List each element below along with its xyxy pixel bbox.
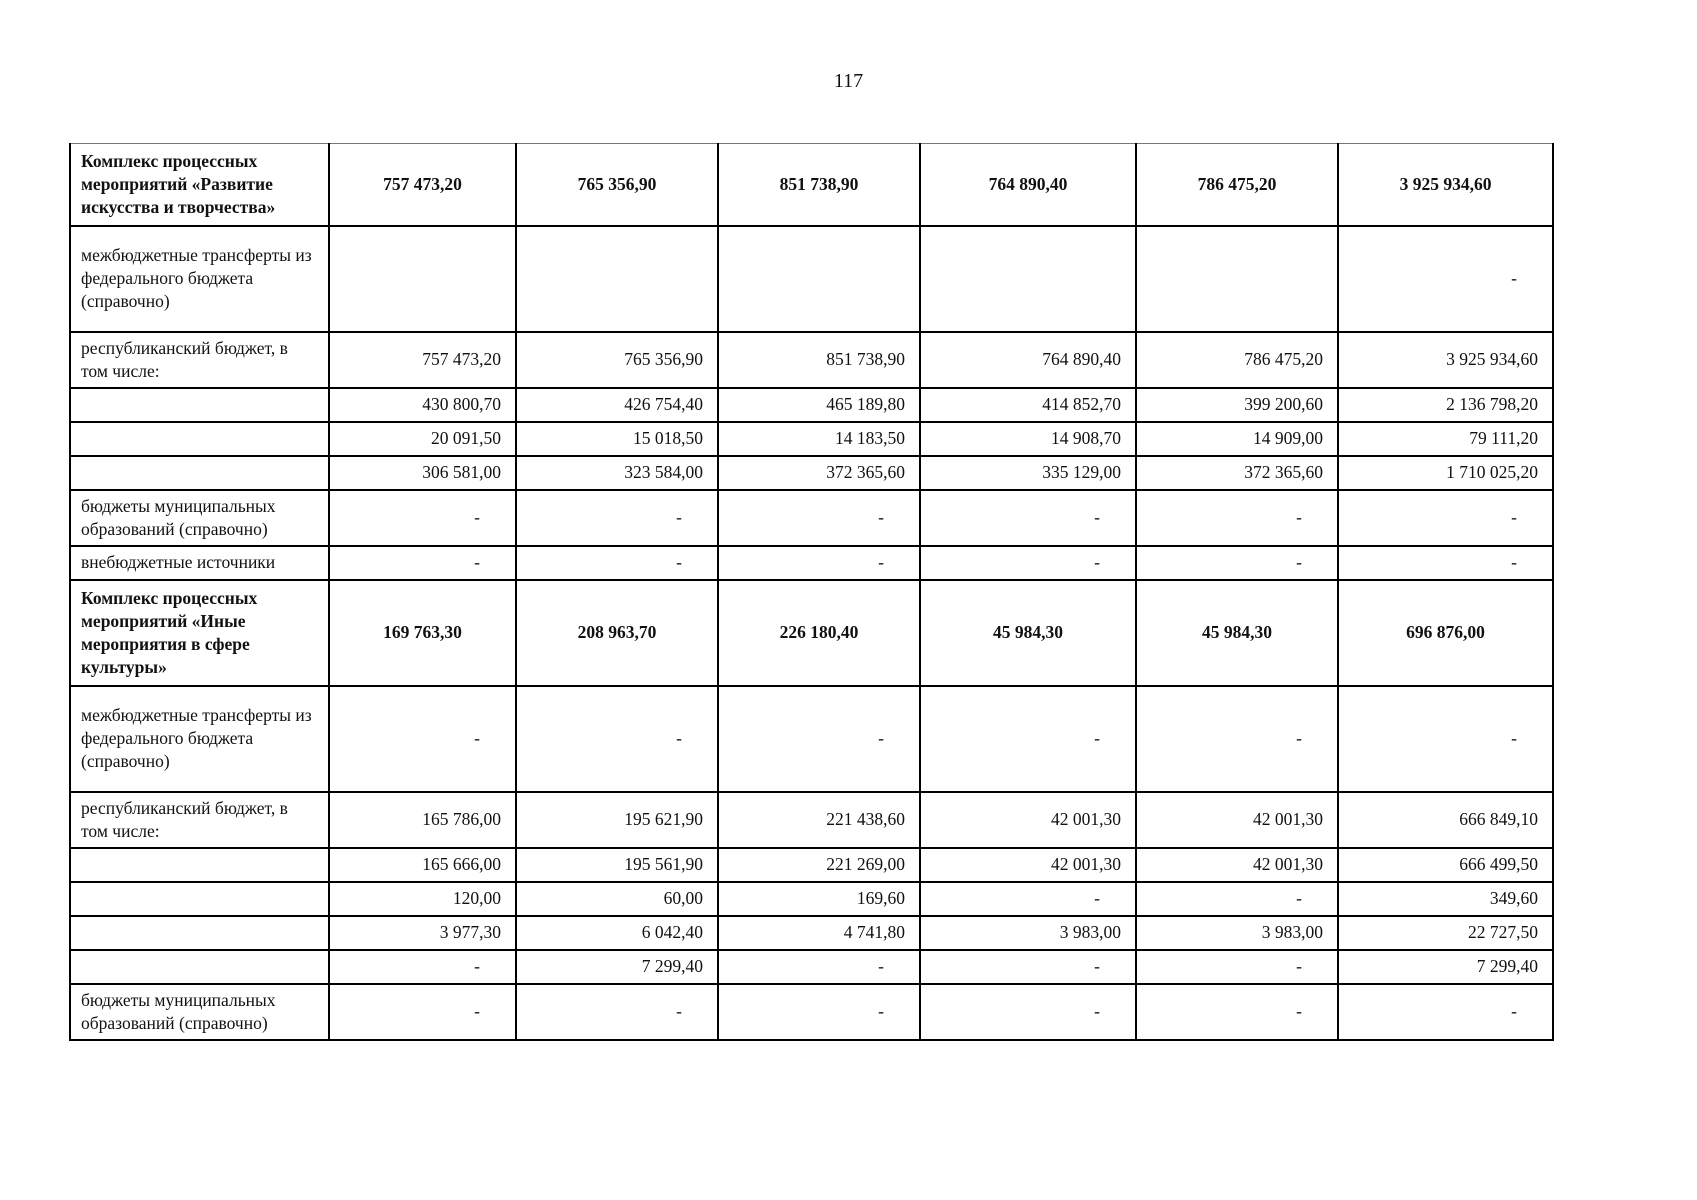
value-cell: 666 849,10 [1338, 792, 1553, 848]
budget-table [69, 143, 1554, 1041]
value-cell [718, 226, 920, 332]
value-cell: 14 908,70 [920, 422, 1136, 456]
value-cell: - [516, 490, 718, 546]
row-label: республиканский бюджет, в том числе: [70, 792, 329, 848]
row-label: межбюджетные трансферты из федерального бюджета (справочно) [70, 226, 329, 332]
row-label [70, 848, 329, 882]
row-label: внебюджетные источники [70, 546, 329, 580]
row-label: бюджеты муниципальных образований (справочно) [70, 490, 329, 546]
value-cell: - [920, 984, 1136, 1040]
value-cell: 6 042,40 [516, 916, 718, 950]
value-cell: - [920, 546, 1136, 580]
row-label [70, 950, 329, 984]
value-cell: 399 200,60 [1136, 388, 1338, 422]
value-cell: - [1136, 984, 1338, 1040]
value-cell: - [1338, 490, 1553, 546]
table-row [70, 332, 1553, 388]
value-cell: 786 475,20 [1136, 332, 1338, 388]
row-label [70, 916, 329, 950]
row-label: Комплекс процессных мероприятий «Иные мероприятия в сфере культуры» [70, 580, 329, 686]
value-cell: 195 561,90 [516, 848, 718, 882]
value-cell: 45 984,30 [920, 580, 1136, 686]
value-cell: 7 299,40 [1338, 950, 1553, 984]
value-cell: - [920, 490, 1136, 546]
value-cell: 851 738,90 [718, 332, 920, 388]
value-cell: - [1136, 490, 1338, 546]
value-cell: 414 852,70 [920, 388, 1136, 422]
row-label [70, 388, 329, 422]
value-cell: - [718, 950, 920, 984]
value-cell: 45 984,30 [1136, 580, 1338, 686]
value-cell: 208 963,70 [516, 580, 718, 686]
value-cell: - [920, 882, 1136, 916]
table-row [70, 456, 1553, 490]
value-cell: - [1136, 546, 1338, 580]
value-cell: 1 710 025,20 [1338, 456, 1553, 490]
value-cell: 165 666,00 [329, 848, 516, 882]
value-cell: 42 001,30 [920, 792, 1136, 848]
value-cell: - [1338, 686, 1553, 792]
value-cell: - [1136, 686, 1338, 792]
row-label [70, 456, 329, 490]
value-cell: 426 754,40 [516, 388, 718, 422]
value-cell: - [718, 546, 920, 580]
value-cell: 195 621,90 [516, 792, 718, 848]
value-cell: - [329, 686, 516, 792]
value-cell: - [1136, 950, 1338, 984]
table-row [70, 422, 1553, 456]
table-row [70, 546, 1553, 580]
value-cell: 372 365,60 [718, 456, 920, 490]
value-cell: 335 129,00 [920, 456, 1136, 490]
value-cell: - [516, 984, 718, 1040]
table-row [70, 984, 1553, 1040]
value-cell: 42 001,30 [920, 848, 1136, 882]
value-cell: 7 299,40 [516, 950, 718, 984]
value-cell: 765 356,90 [516, 144, 718, 226]
row-label: Комплекс процессных мероприятий «Развитие искусства и творчества» [70, 144, 329, 226]
table-row [70, 916, 1553, 950]
row-label: межбюджетные трансферты из федерального бюджета (справочно) [70, 686, 329, 792]
table-row [70, 792, 1553, 848]
value-cell: - [329, 490, 516, 546]
value-cell: 42 001,30 [1136, 848, 1338, 882]
value-cell: - [516, 686, 718, 792]
value-cell: 764 890,40 [920, 144, 1136, 226]
value-cell: 323 584,00 [516, 456, 718, 490]
value-cell: 120,00 [329, 882, 516, 916]
value-cell: 306 581,00 [329, 456, 516, 490]
value-cell: 465 189,80 [718, 388, 920, 422]
value-cell: 696 876,00 [1338, 580, 1553, 686]
value-cell: - [718, 490, 920, 546]
value-cell: - [1136, 882, 1338, 916]
table-row [70, 580, 1553, 686]
value-cell: 4 741,80 [718, 916, 920, 950]
value-cell: 169,60 [718, 882, 920, 916]
value-cell [516, 226, 718, 332]
table-row [70, 388, 1553, 422]
value-cell: 3 925 934,60 [1338, 332, 1553, 388]
value-cell [329, 226, 516, 332]
value-cell: 14 183,50 [718, 422, 920, 456]
table-row [70, 848, 1553, 882]
value-cell: 757 473,20 [329, 144, 516, 226]
value-cell: 3 983,00 [1136, 916, 1338, 950]
value-cell: - [516, 546, 718, 580]
value-cell: 757 473,20 [329, 332, 516, 388]
table-row [70, 490, 1553, 546]
value-cell [920, 226, 1136, 332]
value-cell: 60,00 [516, 882, 718, 916]
table-row [70, 226, 1553, 332]
value-cell: - [920, 950, 1136, 984]
row-label [70, 882, 329, 916]
value-cell: 666 499,50 [1338, 848, 1553, 882]
row-label [70, 422, 329, 456]
value-cell: 221 438,60 [718, 792, 920, 848]
value-cell: - [329, 984, 516, 1040]
value-cell: 79 111,20 [1338, 422, 1553, 456]
value-cell: 349,60 [1338, 882, 1553, 916]
value-cell: 3 977,30 [329, 916, 516, 950]
value-cell: - [329, 950, 516, 984]
value-cell: 372 365,60 [1136, 456, 1338, 490]
value-cell: 2 136 798,20 [1338, 388, 1553, 422]
value-cell: 22 727,50 [1338, 916, 1553, 950]
value-cell: 430 800,70 [329, 388, 516, 422]
table-row [70, 882, 1553, 916]
value-cell: 20 091,50 [329, 422, 516, 456]
value-cell: 3 983,00 [920, 916, 1136, 950]
value-cell: - [920, 686, 1136, 792]
table-row [70, 686, 1553, 792]
value-cell: - [329, 546, 516, 580]
value-cell: 42 001,30 [1136, 792, 1338, 848]
value-cell: 169 763,30 [329, 580, 516, 686]
row-label: республиканский бюджет, в том числе: [70, 332, 329, 388]
page-number: 117 [833, 70, 864, 92]
value-cell: - [718, 686, 920, 792]
value-cell: 764 890,40 [920, 332, 1136, 388]
value-cell: 3 925 934,60 [1338, 144, 1553, 226]
value-cell: - [718, 984, 920, 1040]
value-cell: - [1338, 984, 1553, 1040]
value-cell: 765 356,90 [516, 332, 718, 388]
table-row [70, 950, 1553, 984]
value-cell: - [1338, 226, 1553, 332]
value-cell: 14 909,00 [1136, 422, 1338, 456]
value-cell: 15 018,50 [516, 422, 718, 456]
value-cell [1136, 226, 1338, 332]
value-cell: 226 180,40 [718, 580, 920, 686]
table-row [70, 144, 1553, 226]
value-cell: 851 738,90 [718, 144, 920, 226]
value-cell: - [1338, 546, 1553, 580]
value-cell: 786 475,20 [1136, 144, 1338, 226]
value-cell: 221 269,00 [718, 848, 920, 882]
value-cell: 165 786,00 [329, 792, 516, 848]
row-label: бюджеты муниципальных образований (справочно) [70, 984, 329, 1040]
